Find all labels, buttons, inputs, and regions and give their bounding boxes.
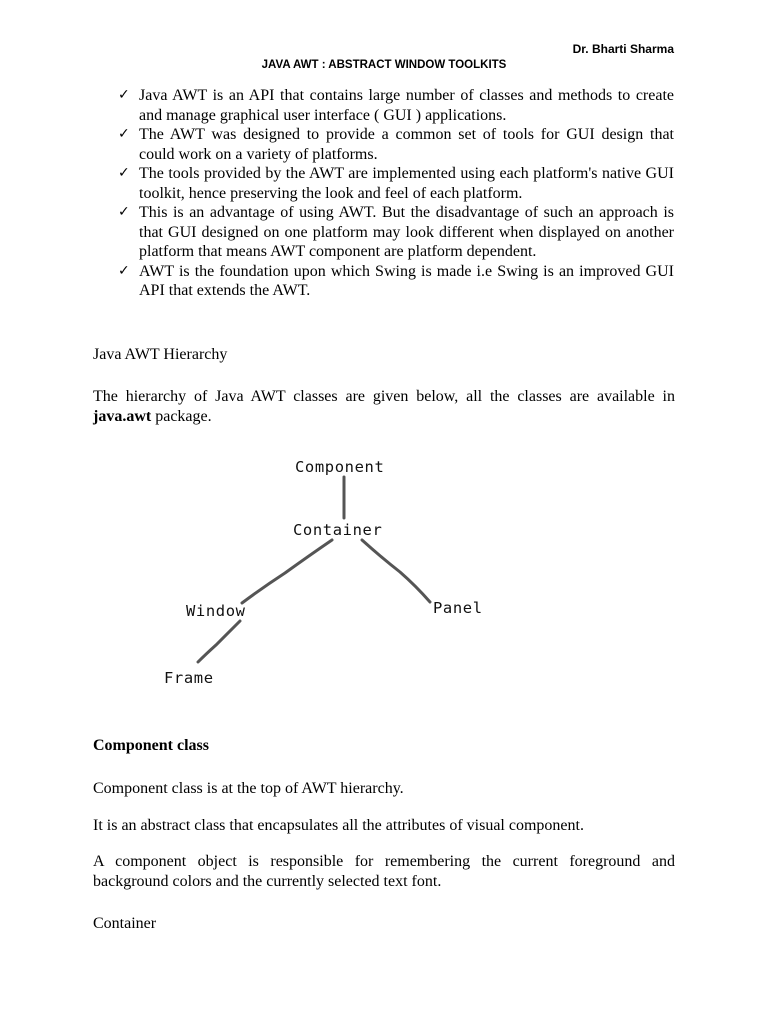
checkmark-icon: ✓ [118,165,130,181]
hierarchy-intro-text: The hierarchy of Java AWT classes are given below, all the classes are available in [93,388,675,405]
node-component: Component [295,458,385,476]
bullet-text: Java AWT is an API that contains large number of classes and methods to create and manage graphical user interface ( GUI ) applications. [139,87,674,124]
awt-hierarchy-diagram [150,450,510,700]
checkmark-icon: ✓ [118,204,130,220]
bullet-item [118,164,674,203]
hierarchy-intro-suffix: package. [151,408,212,425]
edge-window-frame [198,621,240,662]
checkmark-icon: ✓ [118,262,130,279]
author-name: Dr. Bharti Sharma [572,42,674,56]
bullet-item [118,262,674,301]
bullet-text: The AWT was designed to provide a common set of tools for GUI design that could work on a variety of platforms. [139,126,674,163]
component-class-p2: It is an abstract class that encapsulates all the attributes of visual component. [93,817,584,834]
bullet-text: This is an advantage of using AWT. But the disadvantage of such an approach is that GUI designed on one platform may look different when displayed on another platform that means AWT component are platform dependent. [139,204,674,260]
package-name: java.awt [93,408,152,425]
bullet-text: The tools provided by the AWT are implemented using each platform's native GUI toolkit, hence preserving the look and feel of each platform. [139,165,674,202]
component-class-heading: Component class [93,737,210,754]
hierarchy-intro [93,387,675,427]
node-container: Container [293,521,383,539]
intro-bullet-list [118,86,674,301]
node-panel: Panel [433,599,483,617]
document-title: JAVA AWT : ABSTRACT WINDOW TOOLKITS [261,59,507,71]
node-frame: Frame [164,669,214,687]
bullet-item [118,125,674,164]
checkmark-icon: ✓ [118,87,130,103]
component-class-p3: A component object is responsible for remembering the current foreground and background colors and the currently selected text font. [93,853,675,890]
edge-container-panel [362,540,430,602]
edge-container-window [242,540,332,603]
node-window: Window [186,602,246,620]
bullet-text: AWT is the foundation upon which Swing is made i.e Swing is an improved GUI API that extends the AWT. [139,262,674,299]
component-class-p1: Component class is at the top of AWT hierarchy. [93,780,404,797]
hierarchy-heading: Java AWT Hierarchy [93,346,228,363]
checkmark-icon: ✓ [118,126,130,142]
container-heading: Container [93,915,157,932]
bullet-item [118,203,674,262]
bullet-item [118,86,674,125]
